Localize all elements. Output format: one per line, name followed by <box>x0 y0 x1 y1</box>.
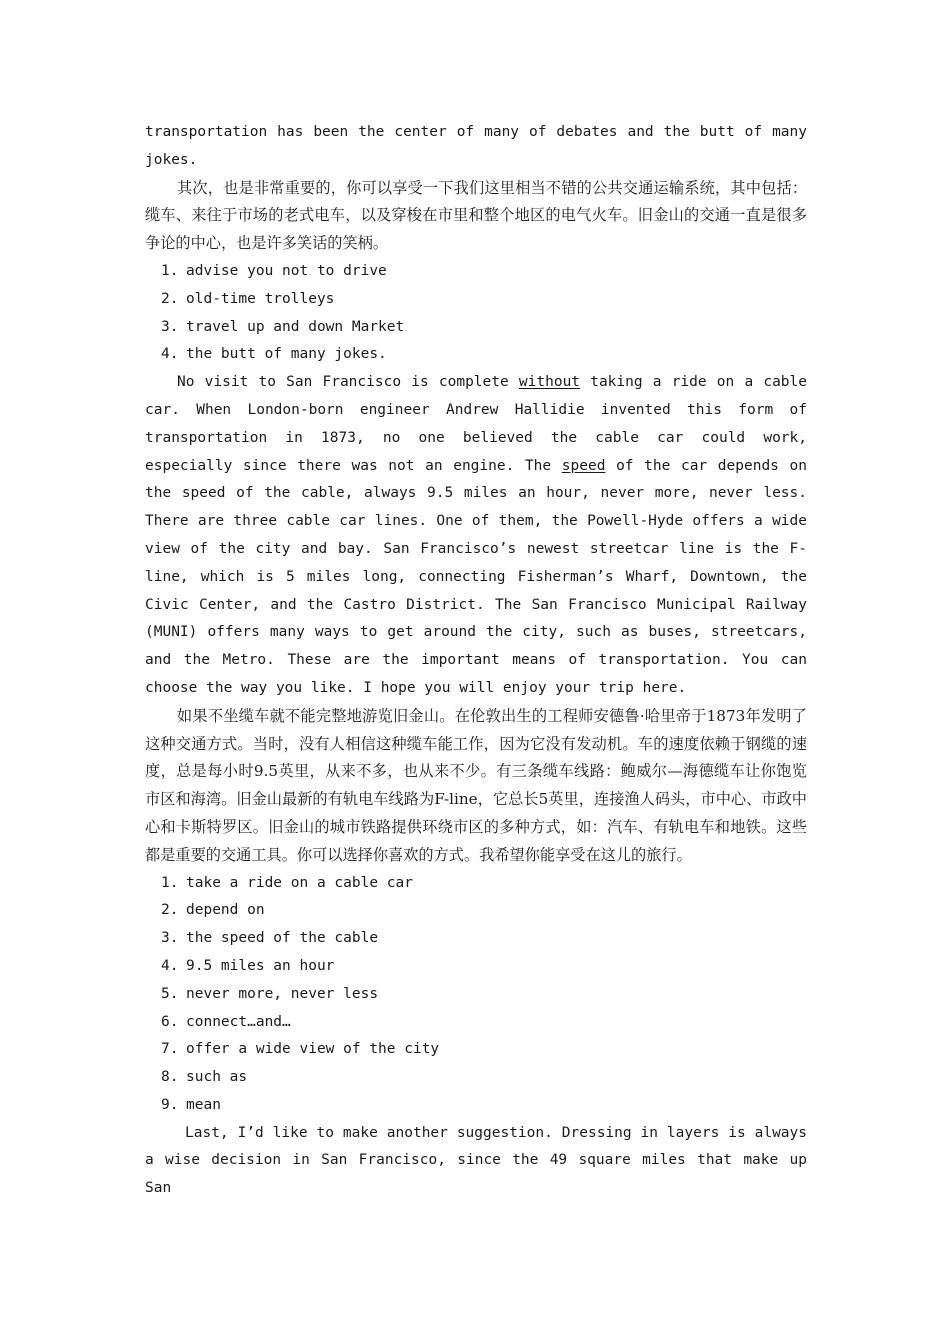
list-item: 2. depend on <box>161 902 265 919</box>
paragraph-chinese-2: 如果不坐缆车就不能完整地游览旧金山。在伦敦出生的工程师安德鲁·哈里帝于1873年发明了这种交通方式。当时，没有人相信这种缆车能工作，因为它没有发动机。车的速度依赖于钢缆的速度，总是每小时9.5英里，从来不多，也从来不少。有三条缆车线路：鲍威尔—海德缆车让你饱览市区和海湾。旧金山最新的有轨电车线路为F-line，它总长5英里，连接渔人码头，市中心、市政中心和卡斯特罗区。旧金山的城市铁路提供环绕市区的多种方式，如：汽车、有轨电车和地铁。这些都是重要的交通工具。你可以选择你喜欢的方式。我希望你能享受在这儿的旅行。 <box>145 706 807 864</box>
list-item: 1. take a ride on a cable car <box>161 874 413 891</box>
document-body <box>145 119 807 1203</box>
list-item: 4. the butt of many jokes. <box>161 346 387 363</box>
list-item: 2. old-time trolleys <box>161 290 335 307</box>
list-item: 7. offer a wide view of the city <box>161 1041 440 1058</box>
paragraph-chinese-1: 其次，也是非常重要的，你可以享受一下我们这里相当不错的公共交通运输系统，其中包括：缆车、来往于市场的老式电车，以及穿梭在市里和整个地区的电气火车。旧金山的交通一直是很多争论的中心，也是许多笑话的笑柄。 <box>145 178 807 253</box>
list-item: 3. the speed of the cable <box>161 930 379 947</box>
underlined-word-without: without <box>518 374 581 391</box>
paragraph-english-2: No visit to San Francisco is complete without taking a ride on a cable car. When London-born engineer Andrew Hallidie invented this form of transportation in 1873, no one believed the cable car could work, especially since there was not an engine. The speed of the car depends on the speed of the cable, always 9.5 miles an hour, never more, never less. There are three cable car lines. One of them, the Powell-Hyde offers a wide view of the city and bay. San Francisco’s newest streetcar line is the F-line, which is 5 miles long, connecting Fisherman’s Wharf, Downtown, the Civic Center, and the Castro District. The San Francisco Municipal Railway (MUNI) offers many ways to get around the city, such as buses, streetcars, and the Metro. These are the important means of transportation. You can choose the way you like. I hope you will enjoy your trip here. <box>145 374 808 696</box>
list-item: 9. mean <box>161 1096 221 1113</box>
list-item: 8. such as <box>161 1069 248 1086</box>
list-item: 3. travel up and down Market <box>161 318 405 335</box>
vocabulary-list-2 <box>145 870 807 1120</box>
list-item: 1. advise you not to drive <box>161 262 387 279</box>
paragraph-english-1: transportation has been the center of many of debates and the butt of many jokes. <box>145 124 807 168</box>
underlined-word-speed: speed <box>561 457 606 474</box>
list-item: 5. never more, never less <box>161 985 379 1002</box>
paragraph-english-3: Last, I’d like to make another suggestion. Dressing in layers is always a wise decision in San Francisco, since the 49 square miles that make up San <box>145 1124 807 1197</box>
vocabulary-list-1 <box>145 258 807 369</box>
list-item: 6. connect…and… <box>161 1013 291 1030</box>
list-item: 4. 9.5 miles an hour <box>161 957 335 974</box>
